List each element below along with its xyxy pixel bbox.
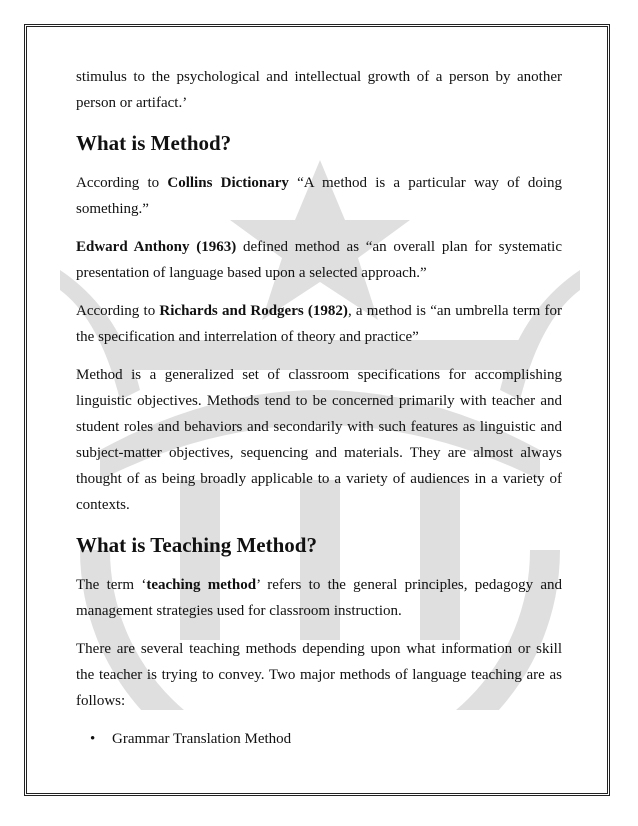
text-run: defined method as “an overall plan for systematic presentation of language based upon a selected approach.” [76, 239, 562, 281]
bold-term: Richards and Rodgers (1982) [159, 303, 348, 319]
bold-term: Collins Dictionary [167, 175, 289, 191]
method-description-paragraph: Method is a generalized set of classroom specifications for accomplishing linguistic objectives. Methods tend to be concerned primarily with teacher and student roles and behaviors and secondarily with such features as linguistic and subject-matter objectives, sequencing and materials. They are almost always thought of as being broadly applicable to a variety of audiences in a variety of contexts. [76, 367, 562, 513]
anthony-definition-paragraph [76, 234, 562, 286]
list-item-text: Grammar Translation Method [112, 731, 292, 747]
text-run: According to [76, 175, 168, 191]
section-heading-teaching-method: What is Teaching Method? [76, 533, 317, 557]
section-heading-method: What is Method? [76, 131, 232, 155]
methods-list [76, 726, 562, 752]
list-item [90, 726, 562, 752]
collins-definition-paragraph [76, 170, 562, 222]
text-run: , a method is “an umbrella term for the specification and interrelation of theory and practice” [76, 303, 562, 345]
bold-term: Edward Anthony (1963) [76, 239, 237, 255]
text-run: ’ refers to the general principles, pedagogy and management strategies used for classroom instruction. [76, 577, 562, 619]
bullet-icon: • [90, 731, 96, 747]
intro-paragraph: stimulus to the psychological and intellectual growth of a person by another person or artifact.’ [76, 69, 562, 111]
richards-rodgers-paragraph [76, 298, 562, 350]
text-run: The term ‘ [76, 577, 147, 593]
text-run: “A method is a particular way of doing something.” [76, 175, 562, 217]
methods-overview-paragraph: There are several teaching methods depending upon what information or skill the teacher is trying to convey. Two major methods of language teaching are as follows: [76, 641, 562, 709]
teaching-method-definition-paragraph [76, 572, 562, 624]
bold-term: teaching method [146, 577, 257, 593]
document-body [76, 64, 562, 752]
text-run: According to [76, 303, 160, 319]
